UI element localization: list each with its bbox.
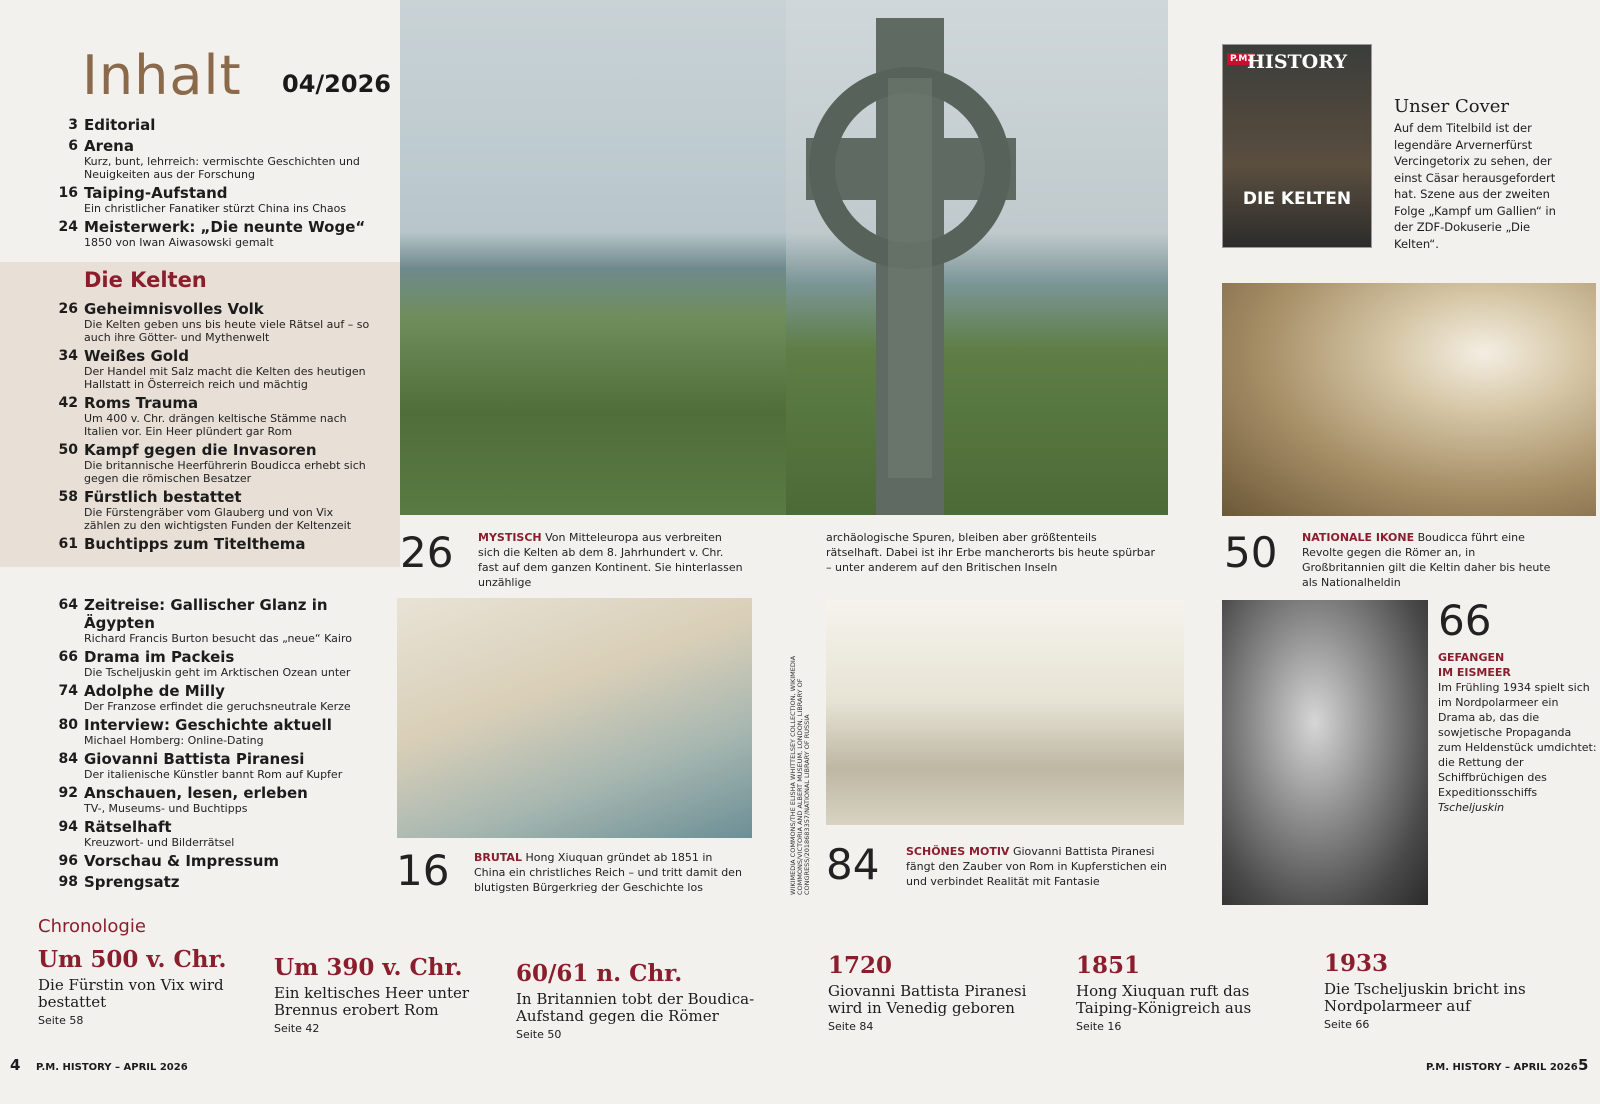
footer-right: P.M. HISTORY – APRIL 2026 [1426, 1062, 1578, 1073]
toc-entry[interactable] [40, 784, 370, 815]
chronology-text: Ein keltisches Heer unter Brennus erobert Rom [274, 984, 470, 1019]
toc-desc: Kurz, bunt, lehrreich: vermischte Geschichten und Neuigkeiten aus der Forschung [84, 155, 360, 181]
chronology-text: Die Tscheljuskin bricht ins Nordpolarmeer auf [1324, 980, 1526, 1015]
toc-title: Drama im Packeis [84, 648, 235, 666]
toc-title: Meisterwerk: „Die neunte Woge“ [84, 218, 366, 236]
toc-page: 66 [58, 649, 78, 665]
toc-desc: Der Franzose erfindet die geruchsneutrale Kerze [84, 700, 351, 713]
toc-entry[interactable] [40, 873, 370, 891]
toc-entry[interactable] [40, 441, 370, 485]
toc-page: 84 [58, 751, 78, 767]
caption-text: Im Frühling 1934 spielt sich im Nordpolarmeer ein Drama ab, das die sowjetische Propaganda zum Heldenstück umdichtet: die Rettung der Schiffbrüchigen des Expeditionsschiffs [1438, 681, 1597, 799]
toc-desc: Ein christlicher Fanatiker stürzt China ins Chaos [84, 202, 347, 215]
toc-page: 74 [58, 683, 78, 699]
toc-entry[interactable] [40, 716, 370, 747]
caption-keyword: NATIONALE IKONE [1302, 531, 1415, 544]
caption-text: Giovanni Battista Piranesi fängt den Zauber von Rom in Kupferstichen ein und verbindet Realität mit Fantasie [906, 845, 1167, 888]
boudicca-illustration[interactable] [1222, 283, 1596, 516]
toc-title: Taiping-Aufstand [84, 184, 228, 202]
chronology-text: Giovanni Battista Piranesi wird in Venedig geboren [828, 982, 1027, 1017]
chronology-page: Seite 16 [1076, 1020, 1122, 1033]
piranesi-engraving[interactable] [826, 600, 1184, 825]
chronology-item[interactable] [1076, 952, 1296, 1033]
toc-page: 92 [58, 785, 78, 801]
caption-50 [1302, 530, 1554, 590]
chronology-item[interactable] [274, 954, 494, 1035]
toc-title: Roms Trauma [84, 394, 199, 412]
chronology-page: Seite 66 [1324, 1018, 1370, 1031]
page-title: Inhalt [82, 44, 242, 107]
issue-number: 04/2026 [282, 70, 391, 98]
toc-entry[interactable] [40, 394, 370, 438]
toc-page: 3 [68, 117, 78, 133]
toc-title: Giovanni Battista Piranesi [84, 750, 305, 768]
toc-entry[interactable] [40, 596, 370, 645]
toc-page: 26 [58, 301, 78, 317]
toc-page: 98 [58, 874, 78, 890]
caption-16 [474, 850, 744, 895]
toc-title: Arena [84, 137, 134, 155]
cover-headline: DIE KELTEN [1242, 189, 1352, 209]
landscape-photo-left[interactable] [400, 0, 786, 515]
toc-desc: Kreuzwort- und Bilderrätsel [84, 836, 235, 849]
toc-desc: Die Fürstengräber vom Glauberg und von Vix zählen zu den wichtigsten Funden der Keltenzeit [84, 506, 352, 532]
caption-26-continued: archäologische Spuren, bleiben aber größtenteils rätselhaft. Dabei ist ihr Erbe mancherorts bis heute spürbar – unter anderem auf den Britischen Inseln [826, 531, 1156, 574]
footer-left: P.M. HISTORY – APRIL 2026 [36, 1062, 188, 1073]
chronology-item[interactable] [38, 946, 258, 1027]
toc-entry[interactable] [40, 682, 370, 713]
toc-title: Vorschau & Impressum [84, 852, 279, 870]
chronology-page: Seite 84 [828, 1020, 874, 1033]
toc-title: Anschauen, lesen, erleben [84, 784, 308, 802]
chronology-year: Um 500 v. Chr. [38, 946, 227, 973]
toc-page: 96 [58, 853, 78, 869]
caption-number-16: 16 [396, 846, 450, 895]
caption-number-26: 26 [400, 528, 454, 577]
caption-number-84: 84 [826, 840, 880, 889]
cover-heading: Unser Cover [1394, 96, 1510, 117]
caption-text: Von Mitteleuropa aus verbreiten sich die Kelten ab dem 8. Jahrhundert v. Chr. fast auf dem ganzen Kontinent. Sie hinterlassen unzählige [478, 531, 743, 589]
toc-desc: TV-, Museums- und Buchtipps [84, 802, 248, 815]
toc-title: Sprengsatz [84, 873, 180, 891]
toc-page: 50 [58, 442, 78, 458]
toc-title: Buchtipps zum Titelthema [84, 535, 306, 553]
toc-entry[interactable] [40, 347, 370, 391]
toc-page: 34 [58, 348, 78, 364]
caption-ship-name: Tscheljuskin [1438, 801, 1505, 814]
chronology-item[interactable] [828, 952, 1048, 1033]
page-number-left: 4 [10, 1056, 21, 1074]
chronology-year: 1720 [828, 952, 893, 979]
caption-text: Boudicca führt eine Revolte gegen die Römer an, in Großbritannien gilt die Keltin daher bis heute als Nationalheldin [1302, 531, 1551, 589]
photo-credit: WIKIMEDIA COMMONS/THE ELISHA WHITTELSEY COLLECTION, WIKIMEDIA COMMONS/VICTORIA AND ALBERT MUSEUM, LONDON, LIBRARY OF CONGRESS/2018683357/NATIONAL LIBRARY OF RUSSIA [789, 655, 811, 895]
chronology-text: Die Fürstin von Vix wird bestattet [38, 976, 224, 1011]
caption-keyword: IM EISMEER [1438, 666, 1511, 679]
toc-desc: Der italienische Künstler bannt Rom auf Kupfer [84, 768, 343, 781]
toc-desc: Die Kelten geben uns bis heute viele Rätsel auf – so auch ihre Götter- und Mythenwelt [84, 318, 370, 344]
magazine-cover-image[interactable] [1222, 44, 1372, 248]
brand-badge: P.M. [1227, 53, 1254, 65]
chronology-page: Seite 50 [516, 1028, 562, 1041]
toc-desc: Die Tscheljuskin geht im Arktischen Ozean unter [84, 666, 351, 679]
toc-page: 42 [58, 395, 78, 411]
toc-page: 94 [58, 819, 78, 835]
toc-page: 80 [58, 717, 78, 733]
toc-entry[interactable] [40, 750, 370, 781]
kelten-heading: Die Kelten [84, 268, 207, 292]
caption-keyword: SCHÖNES MOTIV [906, 845, 1010, 858]
toc-title: Geheimnisvolles Volk [84, 300, 264, 318]
magazine-logo: HISTORY [1246, 51, 1348, 73]
toc-entry[interactable] [40, 535, 370, 553]
toc-title: Weißes Gold [84, 347, 189, 365]
chronology-item[interactable] [1324, 950, 1544, 1031]
toc-title: Zeitreise: Gallischer Glanz in Ägypten [84, 596, 328, 632]
toc-desc: Die britannische Heerführerin Boudicca erhebt sich gegen die römischen Besatzer [84, 459, 366, 485]
caption-keyword: GEFANGEN [1438, 651, 1505, 664]
toc-title: Kampf gegen die Invasoren [84, 441, 317, 459]
toc-title: Fürstlich bestattet [84, 488, 242, 506]
chronology-page: Seite 42 [274, 1022, 320, 1035]
toc-entry[interactable] [40, 184, 370, 215]
toc-title: Editorial [84, 116, 156, 134]
toc-desc: Um 400 v. Chr. drängen keltische Stämme nach Italien vor. Ein Heer plündert gar Rom [84, 412, 347, 438]
toc-page: 61 [58, 536, 78, 552]
toc-entry[interactable] [40, 116, 370, 134]
chronology-year: 60/61 n. Chr. [516, 960, 683, 987]
toc-title: Rätselhaft [84, 818, 172, 836]
toc-entry[interactable] [40, 852, 370, 870]
toc-page: 58 [58, 489, 78, 505]
toc-page: 64 [58, 597, 78, 613]
caption-26 [478, 530, 746, 590]
toc-top [40, 116, 370, 252]
toc-entry[interactable] [40, 300, 370, 344]
toc-bottom [40, 596, 370, 894]
celtic-cross-image [806, 18, 1016, 515]
toc-kelten [40, 300, 370, 556]
chronology-heading: Chronologie [38, 916, 146, 937]
toc-page: 24 [58, 219, 78, 235]
chronology-item[interactable] [516, 960, 756, 1041]
caption-text: Hong Xiuquan gründet ab 1851 in China ein christliches Reich – und tritt damit den blutigsten Bürgerkrieg der Geschichte los [474, 851, 742, 894]
chronology-year: 1933 [1324, 950, 1389, 977]
polar-explorer-photo[interactable] [1222, 600, 1428, 905]
toc-desc: Richard Francis Burton besucht das „neue“ Kairo [84, 632, 352, 645]
caption-number-50: 50 [1224, 528, 1278, 577]
chronology-text: In Britannien tobt der Boudica-Aufstand gegen die Römer [516, 990, 755, 1025]
toc-desc: Der Handel mit Salz macht die Kelten des heutigen Hallstatt in Österreich reich und mächtig [84, 365, 366, 391]
toc-title: Interview: Geschichte aktuell [84, 716, 332, 734]
caption-keyword: BRUTAL [474, 851, 522, 864]
toc-page: 6 [68, 138, 78, 154]
toc-entry[interactable] [40, 818, 370, 849]
chronology-year: 1851 [1076, 952, 1141, 979]
caption-66 [1438, 650, 1598, 815]
toc-entry[interactable] [40, 137, 370, 181]
chronology-page: Seite 58 [38, 1014, 84, 1027]
taiping-illustration[interactable] [397, 598, 752, 838]
caption-84 [906, 844, 1168, 889]
chronology-text: Hong Xiuquan ruft das Taiping-Königreich aus [1076, 982, 1252, 1017]
toc-entry[interactable] [40, 648, 370, 679]
cover-text: Auf dem Titelbild ist der legendäre Arvernerfürst Vercingetorix zu sehen, der einst Cäsar herausgefordert hat. Szene aus der zweiten Folge „Kampf um Gallien“ in der ZDF-Dokuserie „Die Kelten“. [1394, 121, 1556, 251]
chronology-year: Um 390 v. Chr. [274, 954, 463, 981]
toc-desc: Michael Homberg: Online-Dating [84, 734, 264, 747]
toc-desc: 1850 von Iwan Aiwasowski gemalt [84, 236, 274, 249]
caption-keyword: MYSTISCH [478, 531, 542, 544]
toc-entry[interactable] [40, 488, 370, 532]
page-number-right: 5 [1578, 1056, 1589, 1074]
caption-number-66: 66 [1438, 596, 1492, 645]
toc-page: 16 [58, 185, 78, 201]
toc-title: Adolphe de Milly [84, 682, 225, 700]
toc-entry[interactable] [40, 218, 370, 249]
